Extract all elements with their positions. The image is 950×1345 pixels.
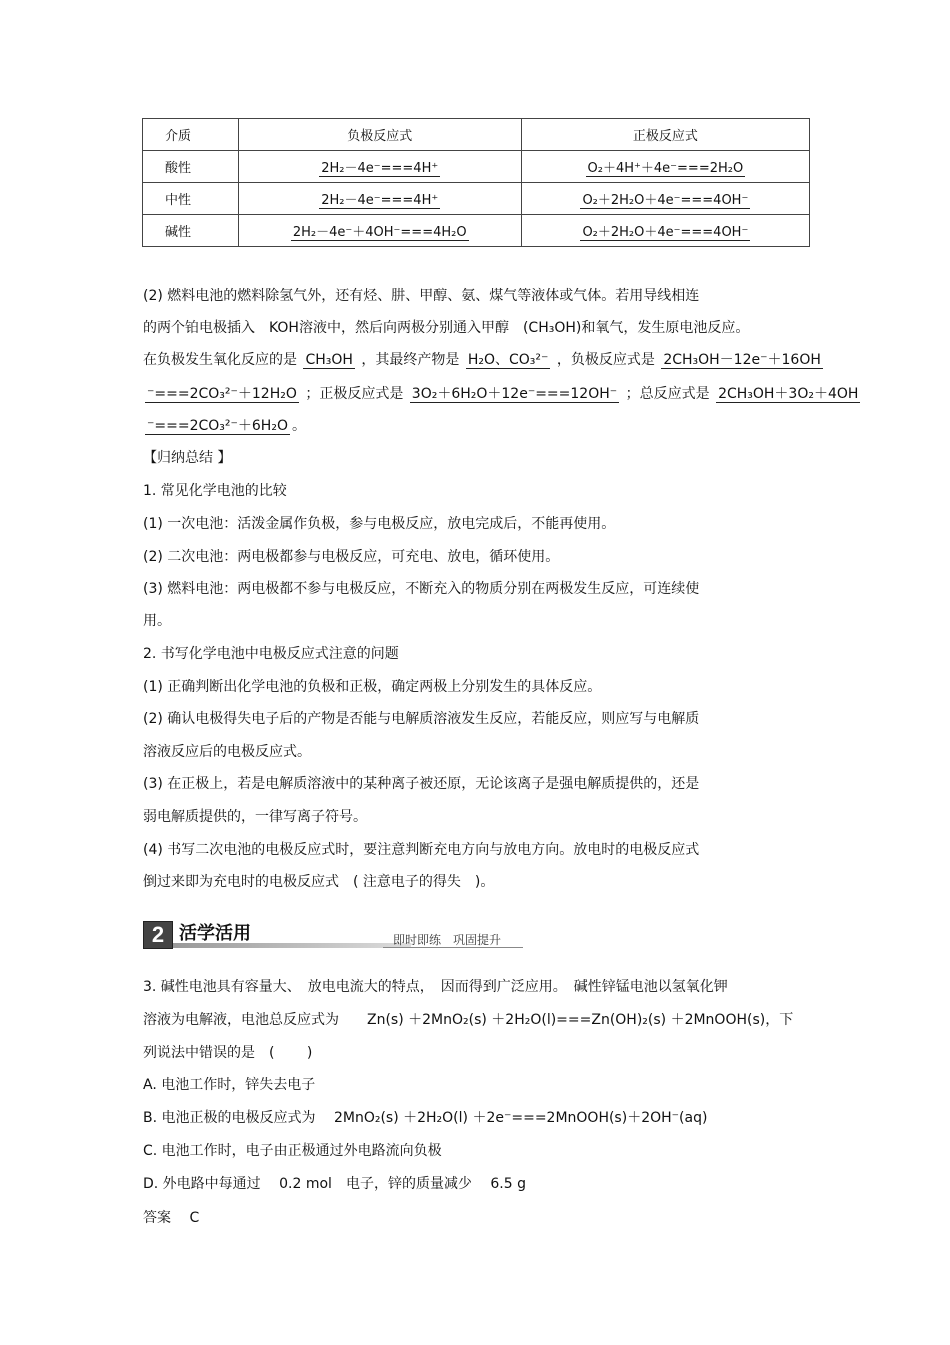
answer-blank: 2CH₃OH＋3O₂＋4OH <box>718 386 859 402</box>
section-title: 【归纳总结 】 <box>143 450 232 466</box>
summary-item: (1) 一次电池：活泼金属作负极，参与电极反应，放电完成后，不能再使用。 <box>143 516 616 532</box>
summary-item: (2) 二次电池：两电极都参与电极反应，可充电、放电，循环使用。 <box>143 549 560 565</box>
summary-heading: 1. 常见化学电池的比较 <box>143 483 287 499</box>
table-row <box>143 183 810 215</box>
summary-item: (1) 正确判断出化学电池的负极和正极，确定两极上分别发生的具体反应。 <box>143 679 602 695</box>
section-number-badge: 2 <box>143 921 173 949</box>
answer-blank: 3O₂＋6H₂O＋12e⁻===12OH⁻ <box>411 386 618 402</box>
banner-divider <box>383 947 523 948</box>
answer-blank: ⁻===2CO₃²⁻＋12H₂O <box>147 386 297 402</box>
option-c: C. 电池工作时，电子由正极通过外电路流向负极 <box>143 1143 442 1159</box>
answer: 答案 C <box>143 1210 200 1226</box>
answer-blank: CH₃OH <box>305 352 353 368</box>
text-segment: ，负极反应式是 <box>556 352 655 368</box>
table-cell: 2H₂－4e⁻===4H⁺ <box>321 193 439 208</box>
summary-item: (4) 书写二次电池的电极反应式时，要注意判断充电方向与放电方向。放电时的电极反应式 <box>143 842 700 858</box>
question-line: 溶液为电解液，电池总反应式为 Zn(s) ＋2MnO₂(s) ＋2H₂O(l)===Zn(OH)₂(s) ＋2MnOOH(s)，下 <box>143 1012 794 1028</box>
summary-item: 弱电解质提供的，一律写离子符号。 <box>143 809 367 825</box>
summary-item: 用。 <box>143 613 171 629</box>
summary-item: 溶液反应后的电极反应式。 <box>143 744 311 760</box>
answer-blank: H₂O、CO₃²⁻ <box>467 352 549 368</box>
banner-subtitle: 即时即练 巩固提升 <box>393 933 502 947</box>
paragraph-line <box>143 350 825 370</box>
table-row <box>143 215 810 247</box>
summary-item: (3) 在正极上，若是电解质溶液中的某种离子被还原，无论该离子是强电解质提供的，还是 <box>143 776 700 792</box>
paragraph-line: 的两个铂电极插入 KOH溶液中，然后向两极分别通入甲醇 (CH₃OH)和氧气，发生原电池反应。 <box>143 320 750 336</box>
question-line: 3. 碱性电池具有容量大、 放电电流大的特点， 因而得到广泛应用。 碱性锌锰电池以氢氧化钾 <box>143 979 728 995</box>
electrode-reaction-table <box>142 118 810 247</box>
paragraph-line <box>143 416 306 436</box>
text-segment: ；总反应式是 <box>625 386 710 402</box>
summary-item: (2) 确认电极得失电子后的产物是否能与电解质溶液发生反应，若能反应，则应写与电解质 <box>143 711 700 727</box>
option-b: B. 电池正极的电极反应式为 2MnO₂(s) ＋2H₂O(l) ＋2e⁻===2MnOOH(s)＋2OH⁻(aq) <box>143 1110 708 1126</box>
text-segment: 。 <box>291 418 306 434</box>
answer-blank: 2CH₃OH－12e⁻＋16OH <box>663 352 821 368</box>
table-cell: O₂＋4H⁺＋4e⁻===2H₂O <box>587 161 744 176</box>
text-segment: ，其最终产物是 <box>361 352 460 368</box>
table-cell: 2H₂－4e⁻＋4OH⁻===4H₂O <box>292 225 467 240</box>
table-cell: 2H₂－4e⁻===4H⁺ <box>321 161 439 176</box>
paragraph-line <box>143 384 862 404</box>
summary-heading: 2. 书写化学电池中电极反应式注意的问题 <box>143 646 399 662</box>
table-cell: 碱性 <box>143 215 239 247</box>
text-segment: ；正极反应式是 <box>305 386 404 402</box>
section-banner <box>143 921 523 949</box>
option-a: A. 电池工作时，锌失去电子 <box>143 1077 316 1093</box>
text-segment: 在负极发生氧化反应的是 <box>143 352 297 368</box>
paragraph-line: (2) 燃料电池的燃料除氢气外，还有烃、肼、甲醇、氨、煤气等液体或气体。若用导线相连 <box>143 288 700 304</box>
table-header-cell: 介质 <box>143 119 239 151</box>
table-header-cell: 负极反应式 <box>238 119 521 151</box>
table-header-cell: 正极反应式 <box>521 119 809 151</box>
summary-item: 倒过来即为充电时的电极反应式 ( 注意电子的得失 )。 <box>143 874 495 890</box>
table-cell: 酸性 <box>143 151 239 183</box>
table-row <box>143 151 810 183</box>
table-header-row <box>143 119 810 151</box>
table-cell: O₂＋2H₂O＋4e⁻===4OH⁻ <box>582 225 749 240</box>
question-line: 列说法中错误的是 ( ) <box>143 1045 313 1061</box>
answer-blank: ⁻===2CO₃²⁻＋6H₂O <box>147 418 288 434</box>
summary-item: (3) 燃料电池：两电极都不参与电极反应，不断充入的物质分别在两极发生反应，可连续使 <box>143 581 700 597</box>
table-cell: 中性 <box>143 183 239 215</box>
banner-title: 活学活用 <box>179 923 251 944</box>
option-d: D. 外电路中每通过 0.2 mol 电子，锌的质量减少 6.5 g <box>143 1176 526 1192</box>
table-cell: O₂＋2H₂O＋4e⁻===4OH⁻ <box>582 193 749 208</box>
